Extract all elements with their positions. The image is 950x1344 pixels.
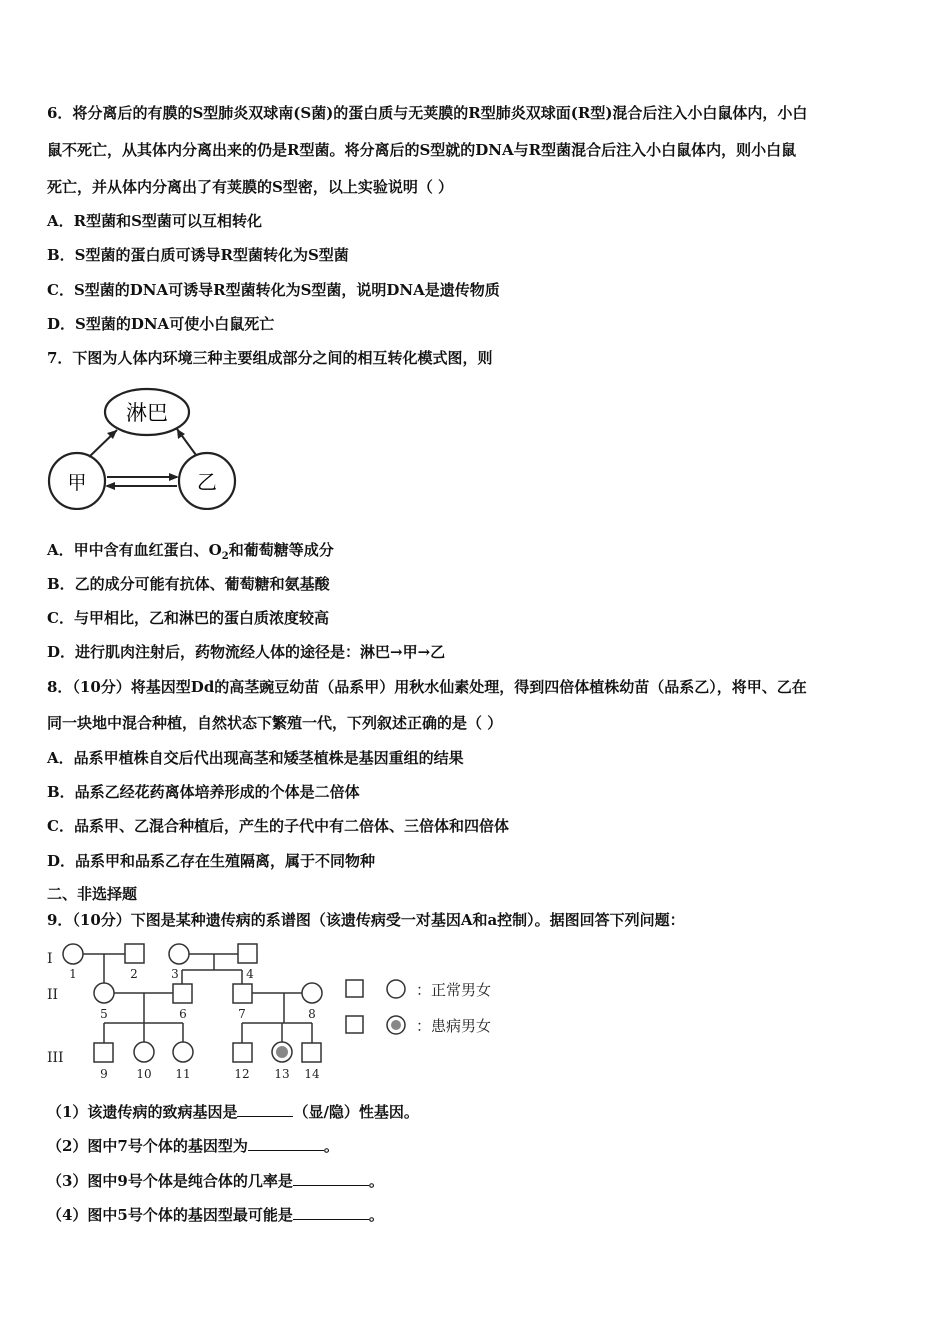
q9-sub1: （1）该遗传病的致病基因是 （显/隐）性基因。 <box>47 1103 419 1121</box>
q6-option-c: C．S型菌的DNA可诱导R型菌转化为S型菌，说明DNA是遗传物质 <box>47 281 500 299</box>
q8-option-d: D．品系甲和品系乙存在生殖隔离，属于不同物种 <box>47 852 376 870</box>
q6-option-a: A．R型菌和S型菌可以互相转化 <box>47 212 262 230</box>
label-12: 12 <box>234 1067 250 1081</box>
q8-stem-line2: 同一块地中混合种植，自然状态下繁殖一代，下列叙述正确的是（ ） <box>47 714 503 732</box>
individual-2 <box>125 944 144 963</box>
answer-blank-2[interactable] <box>248 1136 324 1151</box>
label-14: 14 <box>304 1067 320 1081</box>
q9-stem: 9．（10分）下图是某种遗传病的系谱图（该遗传病受一对基因A和a控制）。据图回答下列问题： <box>47 911 685 929</box>
label-5: 5 <box>100 1007 108 1021</box>
q6-option-b: B．S型菌的蛋白质可诱导R型菌转化为S型菌 <box>47 246 349 264</box>
pedigree-chart <box>44 938 524 1088</box>
yi-label: 乙 <box>197 470 217 494</box>
answer-blank-3[interactable] <box>293 1171 369 1186</box>
q7-option-b: B．乙的成分可能有抗体、葡萄糖和氨基酸 <box>47 575 330 593</box>
q6-stem-line2: 鼠不死亡，从其体内分离出来的仍是R型菌。将分离后的S型就的DNA与R型菌混合后注入小白鼠体内，则小白鼠 <box>47 141 797 159</box>
jia-label: 甲 <box>67 472 87 494</box>
legend-normal-male <box>346 980 363 997</box>
q9-sub2: （2）图中7号个体的基因型为 。 <box>47 1137 339 1155</box>
q7-option-d: D．进行肌肉注射后，药物流经人体的途径是：淋巴→甲→乙 <box>47 643 446 661</box>
q7-stem: 7．下图为人体内环境三种主要组成部分之间的相互转化模式图，则 <box>47 349 493 367</box>
legend-normal-female <box>387 980 405 998</box>
label-13: 13 <box>274 1067 290 1081</box>
q7-option-a: A．甲中含有血红蛋白、$O_2$和葡萄糖等成分 <box>47 541 334 562</box>
lymph-label: 淋巴 <box>126 401 168 425</box>
label-9: 9 <box>100 1067 108 1081</box>
individual-11 <box>173 1042 193 1062</box>
answer-blank-4[interactable] <box>293 1205 369 1220</box>
q6-stem-line3: 死亡，并从体内分离出了有荚膜的S型密，以上实验说明（ ） <box>47 178 454 196</box>
label-6: 6 <box>179 1007 187 1021</box>
q8-stem-line1: 8．（10分）将基因型Dd的高茎豌豆幼苗（品系甲）用秋水仙素处理，得到四倍体植株幼苗（品系乙），将甲、乙在 <box>47 678 807 696</box>
label-4: 4 <box>246 967 254 981</box>
label-11: 11 <box>175 1067 191 1081</box>
individual-7 <box>233 984 252 1003</box>
label-1: 1 <box>69 967 77 981</box>
individual-5 <box>94 983 114 1003</box>
label-10: 10 <box>136 1067 152 1081</box>
individual-6 <box>173 984 192 1003</box>
legend-affected-label: ：患病男女 <box>416 1017 492 1035</box>
label-8: 8 <box>308 1007 316 1021</box>
generation-ii-label: II <box>47 987 59 1003</box>
section-heading: 二、非选择题 <box>47 885 138 903</box>
individual-4 <box>238 944 257 963</box>
label-2: 2 <box>130 967 138 981</box>
q9-sub3: （3）图中9号个体是纯合体的几率是 。 <box>47 1172 384 1190</box>
q8-option-c: C．品系甲、乙混合种植后，产生的子代中有二倍体、三倍体和四倍体 <box>47 817 509 835</box>
q6-stem-line1: 6．将分离后的有膜的S型肺炎双球南(S菌)的蛋白质与无荚膜的R型肺炎双球面(R型)混合后注入小白鼠体内，小白 <box>47 104 808 122</box>
q6-option-d: D．S型菌的DNA可使小白鼠死亡 <box>47 315 275 333</box>
body-fluid-diagram <box>44 385 249 510</box>
q7-option-c: C．与甲相比，乙和淋巴的蛋白质浓度较高 <box>47 609 329 627</box>
individual-9 <box>94 1043 113 1062</box>
label-3: 3 <box>171 967 179 981</box>
individual-8 <box>302 983 322 1003</box>
answer-blank-1[interactable] <box>237 1102 293 1117</box>
individual-10 <box>134 1042 154 1062</box>
generation-iii-label: III <box>47 1050 64 1066</box>
label-7: 7 <box>238 1007 246 1021</box>
q8-option-b: B．品系乙经花药离体培养形成的个体是二倍体 <box>47 783 360 801</box>
individual-1 <box>63 944 83 964</box>
legend-normal-label: ：正常男女 <box>416 981 492 999</box>
generation-i-label: I <box>47 951 53 967</box>
q8-option-a: A．品系甲植株自交后代出现高茎和矮茎植株是基因重组的结果 <box>47 749 464 767</box>
legend-affected-male <box>346 1016 363 1033</box>
individual-3 <box>169 944 189 964</box>
q9-sub4: （4）图中5号个体的基因型最可能是 。 <box>47 1206 384 1224</box>
individual-14 <box>302 1043 321 1062</box>
individual-12 <box>233 1043 252 1062</box>
